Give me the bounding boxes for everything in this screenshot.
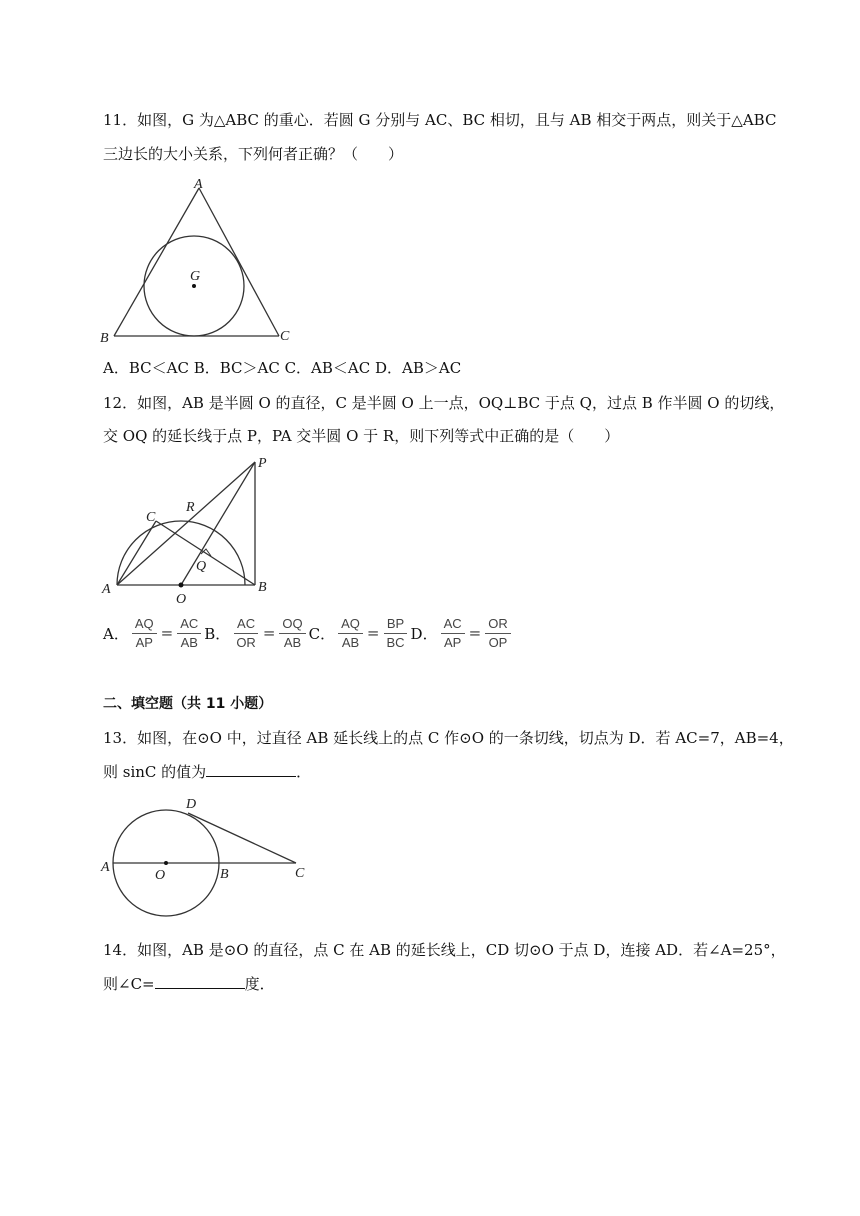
q13-label-d: D [186, 797, 197, 812]
q12-option-c-label: C． [308, 624, 336, 643]
q11-label-g: G [190, 269, 201, 284]
q13-label-o: O [155, 868, 166, 883]
fraction-denominator: AB [283, 634, 302, 650]
q12-label-o: O [176, 592, 187, 606]
q12-text-line1: 12．如图，AB 是半圆 O 的直径，C 是半圆 O 上一点，OQ⊥BC 于点 Q，过点 B 作半圆 O 的切线， [103, 394, 785, 412]
q12-label-q: Q [196, 559, 207, 574]
q12-option-d-label: D． [410, 624, 438, 643]
q12-text-line2: 交 OQ 的延长线于点 P，PA 交半圆 O 于 R，则下列等式中正确的是（ ） [103, 427, 620, 445]
answer-blank [155, 974, 245, 989]
q11-text-line2: 三边长的大小关系，下列何者正确？（ ） [103, 145, 404, 163]
equals-sign: = [468, 624, 482, 642]
fraction-denominator: AP [443, 634, 462, 650]
q12-options [103, 610, 514, 656]
q14-text-suffix: 度． [244, 975, 275, 993]
q12-option-c-rhs [383, 616, 407, 651]
q12-option-b-lhs [233, 616, 259, 651]
q13-text-line1: 13．如图，在⊙O 中，过直径 AB 延长线上的点 C 作⊙O 的一条切线，切点为 D．若 AC=7，AB=4， [103, 729, 794, 747]
q12-label-b: B [258, 580, 267, 595]
q12-line-ap [117, 462, 255, 585]
q13-point-o [164, 861, 168, 865]
fraction-denominator: OP [488, 634, 508, 650]
q13-text-prefix: 则 sinC 的值为 [103, 763, 207, 781]
q12-label-r: R [186, 500, 195, 515]
q13-label-c: C [295, 866, 305, 881]
fraction-numerator: AC [234, 616, 258, 634]
q13-text-suffix: ． [296, 763, 312, 781]
fraction-denominator: AB [341, 634, 360, 650]
fraction-numerator: AQ [132, 616, 157, 634]
q11-point-g [192, 284, 196, 288]
fraction-numerator: OR [485, 616, 511, 634]
fraction-denominator: BC [386, 634, 405, 650]
q12-option-d-lhs [441, 616, 465, 651]
q14-text-line1: 14．如图，AB 是⊙O 的直径，点 C 在 AB 的延长线上，CD 切⊙O 于点 D，连接 AD．若∠A=25°， [103, 941, 786, 959]
q12-chord-bc [156, 521, 255, 585]
q13-label-a: A [101, 860, 110, 875]
equals-sign: = [262, 624, 276, 642]
q12-label-a: A [102, 582, 111, 597]
q11-side-ac [199, 188, 279, 336]
fraction-numerator: AC [441, 616, 465, 634]
equals-sign: = [366, 624, 380, 642]
q12-line-op [181, 462, 255, 585]
q12-chord-ac [117, 521, 156, 585]
q12-option-b-label: B． [204, 624, 231, 643]
q11-side-ab [114, 188, 199, 336]
q12-option-b-rhs [279, 616, 305, 651]
q13-figure [98, 793, 310, 917]
q13-text-line2 [103, 762, 311, 782]
q11-label-c: C [280, 329, 290, 344]
q12-label-c: C [146, 510, 156, 525]
fraction-numerator: AC [177, 616, 201, 634]
q12-label-p: P [258, 456, 267, 471]
q11-options: A．BC＜AC B．BC＞AC C．AB＜AC D．AB＞AC [103, 359, 462, 377]
q12-option-a-lhs [132, 616, 157, 651]
answer-blank [206, 762, 296, 777]
fraction-numerator: BP [384, 616, 407, 634]
q12-option-c-lhs [338, 616, 363, 651]
q14-text-prefix: 则∠C= [103, 975, 155, 993]
fraction-numerator: AQ [338, 616, 363, 634]
q13-label-b: B [220, 867, 229, 882]
q14-text-line2 [103, 974, 275, 994]
q12-option-d-rhs [485, 616, 511, 651]
fraction-numerator: OQ [279, 616, 305, 634]
q12-option-a-rhs [177, 616, 201, 651]
q12-point-o [179, 583, 184, 588]
section-heading: 二、填空题（共 11 小题） [103, 696, 273, 712]
q11-label-a: A [194, 177, 203, 192]
fraction-denominator: AB [180, 634, 198, 650]
q12-figure [98, 454, 278, 606]
q11-figure [98, 176, 298, 348]
q12-option-a-label: A． [103, 624, 129, 643]
q11-label-b: B [100, 331, 109, 346]
q13-tangent-dc [188, 813, 296, 863]
q11-text-line1: 11．如图，G 为△ABC 的重心．若圆 G 分别与 AC、BC 相切，且与 AB 相交于两点，则关于△ABC [103, 111, 777, 129]
fraction-denominator: OR [236, 634, 256, 650]
fraction-denominator: AP [135, 634, 153, 650]
equals-sign: = [160, 624, 174, 642]
